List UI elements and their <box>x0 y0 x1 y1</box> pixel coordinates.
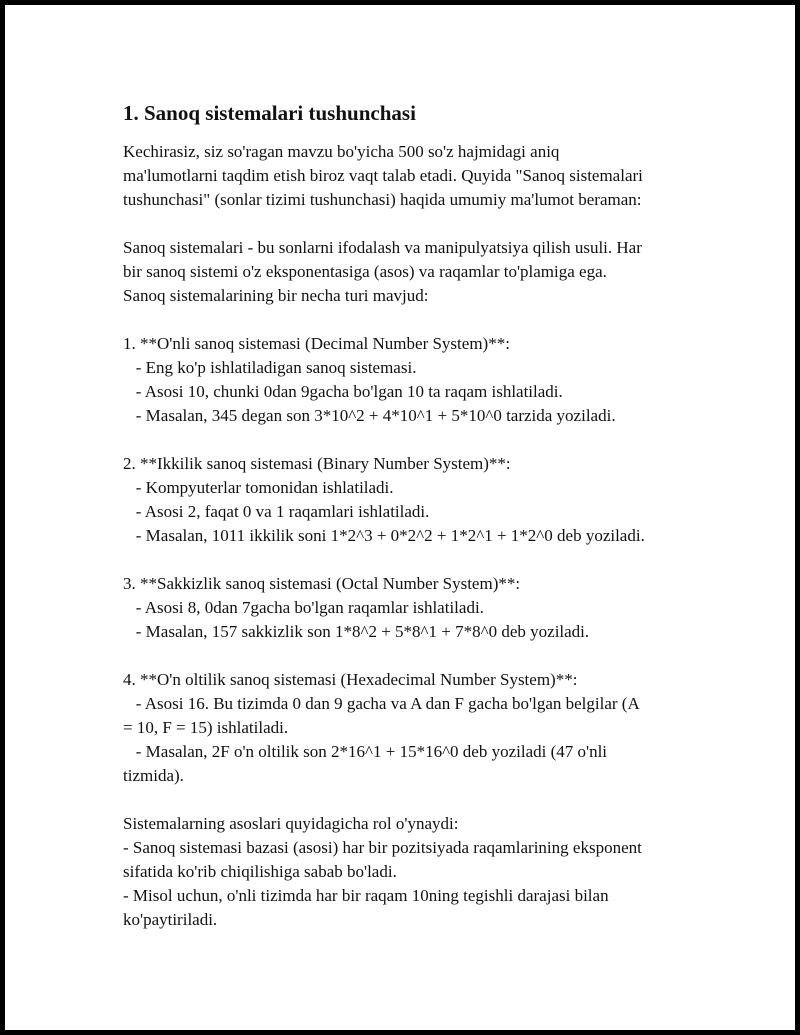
text-line: ma'lumotlarni taqdim etish biroz vaqt talab etadi. Quyida "Sanoq sistemalari <box>123 166 643 185</box>
text-line: Sistemalarning asoslari quyidagicha rol o'ynaydi: <box>123 814 459 833</box>
paragraph-gap <box>123 548 723 572</box>
text-line: sifatida ko'rib chiqilishiga sabab bo'ladi. <box>123 862 397 881</box>
section-heading: 2. **Ikkilik sanoq sistemasi (Binary Number System)**: <box>123 454 511 473</box>
binary-section <box>123 452 723 548</box>
section-heading: 4. **O'n oltilik sanoq sistemasi (Hexadecimal Number System)**: <box>123 670 578 689</box>
list-item: - Asosi 10, chunki 0dan 9gacha bo'lgan 10 ta raqam ishlatiladi. <box>123 382 563 401</box>
paragraph-gap <box>123 644 723 668</box>
hexadecimal-section <box>123 668 723 788</box>
text-line: Sanoq sistemalari - bu sonlarni ifodalash va manipulyatsiya qilish usuli. Har <box>123 238 642 257</box>
intro-paragraph <box>123 140 723 212</box>
list-item: - Asosi 16. Bu tizimda 0 dan 9 gacha va A dan F gacha bo'lgan belgilar (A <box>123 694 640 713</box>
text-line: Kechirasiz, siz so'ragan mavzu bo'yicha 500 so'z hajmidagi aniq <box>123 142 560 161</box>
text-line: ko'paytiriladi. <box>123 910 218 929</box>
list-item: - Eng ko'p ishlatiladigan sanoq sistemasi. <box>123 358 417 377</box>
list-item: tizmida). <box>123 766 184 785</box>
list-item: = 10, F = 15) ishlatiladi. <box>123 718 289 737</box>
paragraph-gap <box>123 212 723 236</box>
text-line: tushunchasi" (sonlar tizimi tushunchasi) haqida umumiy ma'lumot beraman: <box>123 190 642 209</box>
document-content <box>123 100 723 932</box>
section-heading: 1. **O'nli sanoq sistemasi (Decimal Number System)**: <box>123 334 510 353</box>
list-item: - Masalan, 2F o'n oltilik son 2*16^1 + 15*16^0 deb yoziladi (47 o'nli <box>123 742 608 761</box>
list-item: - Masalan, 345 degan son 3*10^2 + 4*10^1 + 5*10^0 tarzida yoziladi. <box>123 406 616 425</box>
octal-section <box>123 572 723 644</box>
list-item: - Asosi 2, faqat 0 va 1 raqamlari ishlatiladi. <box>123 502 430 521</box>
paragraph-gap <box>123 428 723 452</box>
bases-section <box>123 812 723 932</box>
text-line: - Sanoq sistemasi bazasi (asosi) har bir pozitsiyada raqamlarining eksponent <box>123 838 642 857</box>
list-item: - Asosi 8, 0dan 7gacha bo'lgan raqamlar ishlatiladi. <box>123 598 484 617</box>
text-line: bir sanoq sistemi o'z eksponentasiga (asos) va raqamlar to'plamiga ega. <box>123 262 607 281</box>
section-heading: 3. **Sakkizlik sanoq sistemasi (Octal Number System)**: <box>123 574 521 593</box>
list-item: - Masalan, 1011 ikkilik soni 1*2^3 + 0*2^2 + 1*2^1 + 1*2^0 deb yoziladi. <box>123 526 645 545</box>
text-line: Sanoq sistemalarining bir necha turi mavjud: <box>123 286 429 305</box>
page-title: 1. Sanoq sistemalari tushunchasi <box>123 101 416 125</box>
definition-paragraph <box>123 236 723 308</box>
paragraph-gap <box>123 788 723 812</box>
paragraph-gap <box>123 308 723 332</box>
list-item: - Masalan, 157 sakkizlik son 1*8^2 + 5*8^1 + 7*8^0 deb yoziladi. <box>123 622 590 641</box>
decimal-section <box>123 332 723 428</box>
text-line: - Misol uchun, o'nli tizimda har bir raqam 10ning tegishli darajasi bilan <box>123 886 609 905</box>
list-item: - Kompyuterlar tomonidan ishlatiladi. <box>123 478 394 497</box>
